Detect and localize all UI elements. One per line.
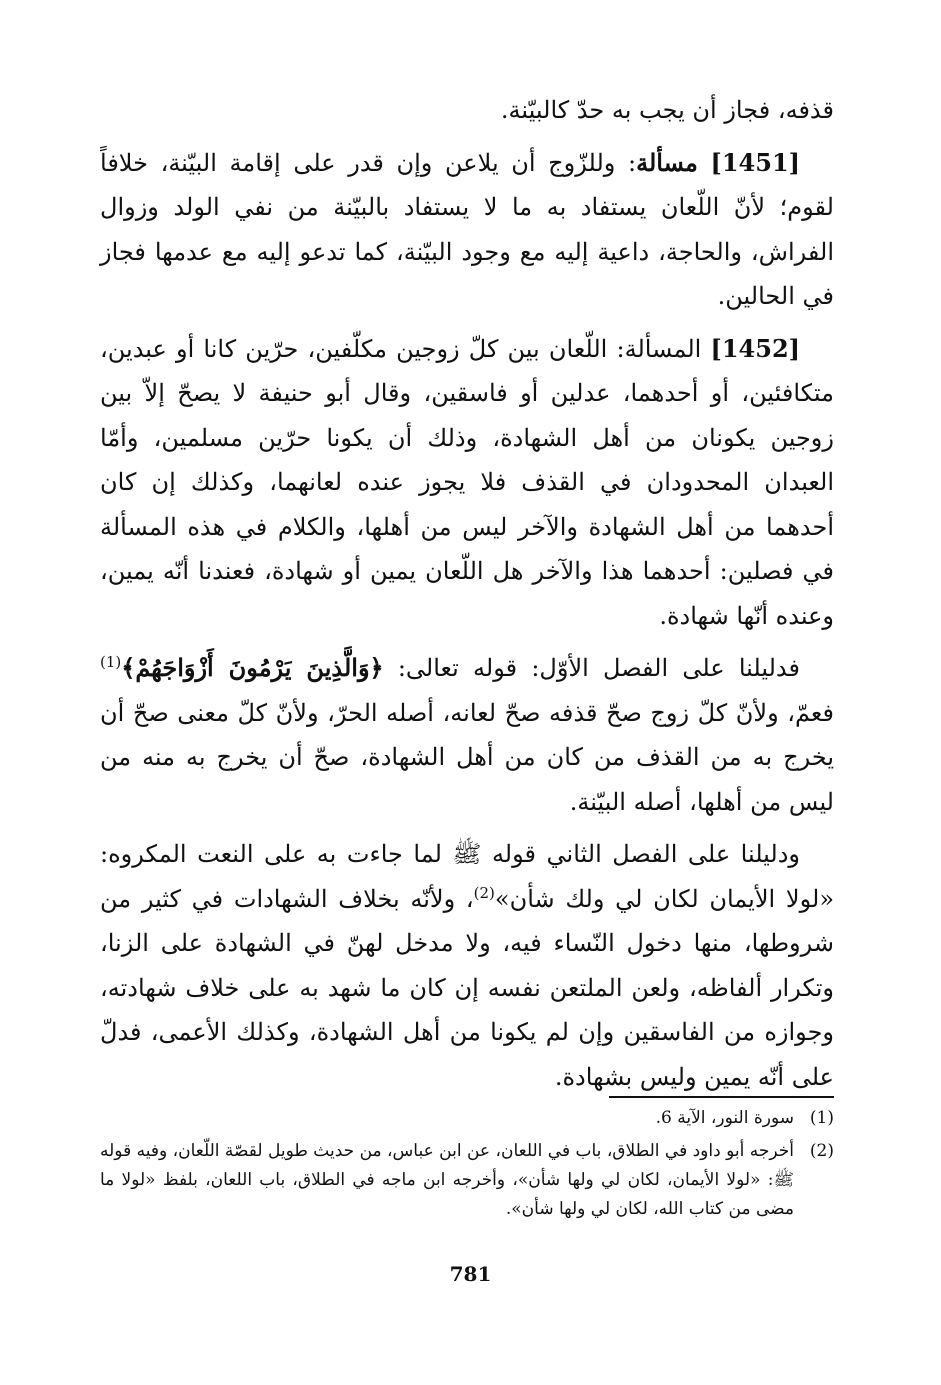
page-number: 781 [449,1262,492,1286]
paragraph-text-before: ودليلنا على الفصل الثاني قوله ﷺ لما جاءت به على النعت المكروه: «لولا الأيمان لكان لي ولك شأن» [100,840,834,913]
footnote-text: سورة النور، الآية 6. [655,1108,794,1128]
paragraph-first-section-evidence [100,646,834,824]
footnote-divider [609,1096,834,1098]
paragraph-text-after: ، ولأنّه بخلاف الشهادات في كثير من شروطها، منها دخول النّساء فيه، ولا مدخل لهنّ في الشهادة على الزنا، وتكرار ألفاظه، ولعن الملتعن نفسه إن كان ما شهد به على خلاف شهادته، وجوازه من الفاسقين وإن لم يكونا من أهل الشهادة، وكذلك الأعمى، فدلّ على أنّه يمين وليس بشهادة. [100,884,834,1091]
quran-verse: ﴿وَالَّذِينَ يَرْمُونَ أَزْوَاجَهُمْ﴾ [121,653,384,682]
footnote-number: (2) [809,1141,834,1161]
footnote-ref[interactable]: (2) [473,883,495,902]
paragraph-second-section-evidence [100,832,834,1099]
paragraph-text: قذفه، فجاز أن يجب به حدّ كالبيّنة. [500,96,834,124]
footnote-ref[interactable]: (1) [100,653,122,671]
paragraph-text-before: فدليلنا على الفصل الأوّل: قوله تعالى: [383,654,800,682]
paragraph-text: المسألة: اللّعان بين كلّ زوجين مكلّفين، حرّين كانا أو عبدين، متكافئين، أو أحدهما، عدلين أو فاسقين، وقال أبو حنيفة لا يصحّ إلاّ بين زوجين يكونان من أهل الشهادة، وذلك أن يكونا حرّين مسلمين، وأمّا العبدان المحدودان في القذف فلا يجوز عنده لعانهما، وكذلك إن كان أحدهما من أهل الشهادة والآخر ليس من أهلها، والكلام في هذه المسألة في فصلين: أحدهما هذا والآخر هل اللّعان يمين أو شهادة، فعندنا أنّه يمين، وعنده أنّها شهادة. [100,334,834,630]
issue-number: [1451] [710,147,800,177]
footnote-item [100,1104,834,1133]
footnote-item [100,1137,834,1224]
footnotes [100,1104,834,1228]
paragraph-text: : وللزّوج أن يلاعن وإن قدر على إقامة البيّنة، خلافاً لقوم؛ لأنّ اللّعان يستفاد به ما لا يستفاد بالبيّنة من نفي الولد وزوال الفراش، والحاجة، داعية إليه مع وجود البيّنة، كما تدعو إليه مع عدمها فجاز في الحالين. [100,148,834,310]
paragraph-issue-1451 [100,141,834,319]
paragraph-continuation [100,88,834,133]
page-body [100,88,834,1107]
issue-keyword: مسألة [636,147,698,177]
issue-number: [1452] [710,333,800,363]
paragraph-issue-1452 [100,327,834,639]
footnote-number: (1) [809,1108,834,1128]
paragraph-text-after: فعمّ، ولأنّ كلّ زوج صحّ قذفه صحّ لعانه، أصله الحرّ، ولأنّ كلّ معنى صحّ أن يخرج به من القذف من كان من أهل الشهادة، صحّ أن يخرج به منه من ليس من أهلها، أصله البيّنة. [100,698,834,816]
footnote-text: أخرجه أبو داود في الطلاق، باب في اللعان، عن ابن عباس، من حديث طويل لقصّة اللّعان، وفيه قوله ﷺ: «لولا الأيمان، لكان لي ولها شأن»، وأخرجه ابن ماجه في الطلاق، باب اللعان، بلفظ «لولا ما مضى من كتاب الله، لكان لي ولها شأن». [100,1141,794,1219]
